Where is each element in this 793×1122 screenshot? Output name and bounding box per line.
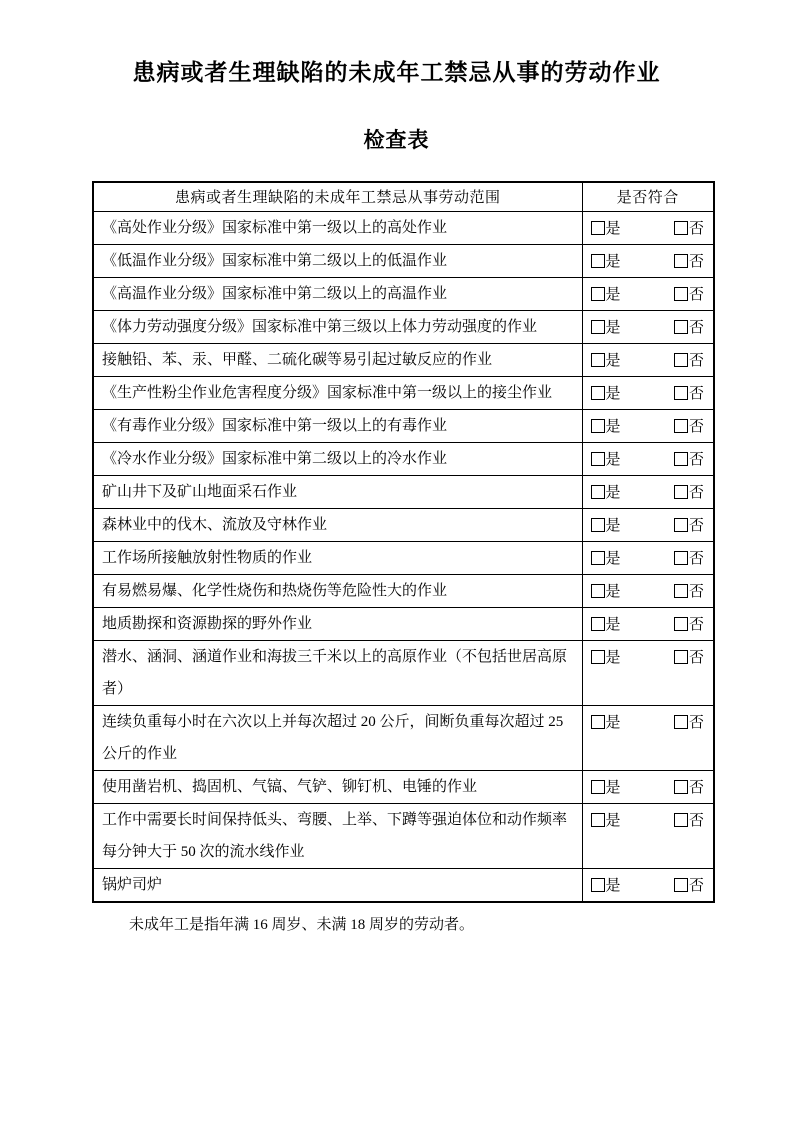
no-label: 否 (688, 254, 704, 270)
no-label: 否 (688, 353, 704, 369)
table-row (93, 310, 714, 343)
checkbox-yes[interactable] (591, 878, 605, 892)
yes-label: 是 (605, 254, 621, 270)
no-label: 否 (688, 452, 704, 468)
compliance-cell (582, 574, 714, 607)
checkbox-yes[interactable] (591, 780, 605, 794)
no-label: 否 (688, 715, 704, 731)
compliance-cell (582, 868, 714, 902)
no-option[interactable] (674, 448, 704, 469)
compliance-cell (582, 277, 714, 310)
no-label: 否 (688, 485, 704, 501)
no-option[interactable] (674, 250, 704, 271)
no-option[interactable] (674, 613, 704, 634)
checkbox-yes[interactable] (591, 813, 605, 827)
no-label: 否 (688, 617, 704, 633)
checkbox-yes[interactable] (591, 518, 605, 532)
checkbox-no[interactable] (674, 353, 688, 367)
no-option[interactable] (674, 316, 704, 337)
no-option[interactable] (674, 514, 704, 535)
checkbox-yes[interactable] (591, 221, 605, 235)
table-row (93, 442, 714, 475)
checkbox-no[interactable] (674, 320, 688, 334)
yes-option[interactable] (591, 217, 621, 238)
compliance-cell (582, 343, 714, 376)
scope-text: 锅炉司炉 (93, 868, 582, 902)
table-row (93, 277, 714, 310)
compliance-cell (582, 475, 714, 508)
table-row (93, 705, 714, 770)
yes-option[interactable] (591, 349, 621, 370)
scope-text: 《低温作业分级》国家标准中第二级以上的低温作业 (93, 244, 582, 277)
no-option[interactable] (674, 580, 704, 601)
checkbox-yes[interactable] (591, 715, 605, 729)
compliance-cell (582, 409, 714, 442)
checkbox-yes[interactable] (591, 254, 605, 268)
scope-text: 地质勘探和资源勘探的野外作业 (93, 607, 582, 640)
scope-text: 《体力劳动强度分级》国家标准中第三级以上体力劳动强度的作业 (93, 310, 582, 343)
table-row (93, 211, 714, 244)
checkbox-yes[interactable] (591, 353, 605, 367)
scope-text: 潜水、涵洞、涵道作业和海拔三千米以上的高原作业（不包括世居高原者） (93, 640, 582, 705)
scope-text: 《高处作业分级》国家标准中第一级以上的高处作业 (93, 211, 582, 244)
compliance-cell (582, 244, 714, 277)
yes-label: 是 (605, 650, 621, 666)
checkbox-no[interactable] (674, 650, 688, 664)
checkbox-yes[interactable] (591, 617, 605, 631)
table-row (93, 770, 714, 803)
no-label: 否 (688, 813, 704, 829)
table-row (93, 574, 714, 607)
table-row (93, 244, 714, 277)
checkbox-no[interactable] (674, 617, 688, 631)
document-subtitle: 检查表 (363, 128, 430, 152)
yes-option[interactable] (591, 283, 621, 304)
column-header-compliance: 是否符合 (582, 182, 714, 211)
scope-text: 矿山井下及矿山地面采石作业 (93, 475, 582, 508)
yes-label: 是 (605, 878, 621, 894)
yes-label: 是 (605, 221, 621, 237)
yes-label: 是 (605, 551, 621, 567)
yes-label: 是 (605, 584, 621, 600)
no-option[interactable] (674, 874, 704, 895)
table-row (93, 868, 714, 902)
yes-option[interactable] (591, 448, 621, 469)
yes-label: 是 (605, 386, 621, 402)
yes-label: 是 (605, 617, 621, 633)
document-title: 患病或者生理缺陷的未成年工禁忌从事的劳动作业 (132, 60, 661, 85)
checkbox-yes[interactable] (591, 485, 605, 499)
yes-option[interactable] (591, 613, 621, 634)
no-option[interactable] (674, 711, 704, 732)
scope-text: 接触铅、苯、汞、甲醛、二硫化碳等易引起过敏反应的作业 (93, 343, 582, 376)
scope-text: 工作中需要长时间保持低头、弯腰、上举、下蹲等强迫体位和动作频率每分钟大于 50 次的流水线作业 (93, 803, 582, 868)
checkbox-no[interactable] (674, 551, 688, 565)
checkbox-no[interactable] (674, 287, 688, 301)
checkbox-no[interactable] (674, 419, 688, 433)
checkbox-yes[interactable] (591, 650, 605, 664)
table-row (93, 640, 714, 705)
checkbox-no[interactable] (674, 813, 688, 827)
scope-text: 使用凿岩机、捣固机、气镐、气铲、铆钉机、电锤的作业 (93, 770, 582, 803)
no-label: 否 (688, 584, 704, 600)
checkbox-yes[interactable] (591, 584, 605, 598)
column-header-scope: 患病或者生理缺陷的未成年工禁忌从事劳动范围 (93, 182, 582, 211)
table-row (93, 343, 714, 376)
checkbox-no[interactable] (674, 878, 688, 892)
scope-text: 连续负重每小时在六次以上并每次超过 20 公斤，间断负重每次超过 25 公斤的作业 (93, 705, 582, 770)
yes-option[interactable] (591, 415, 621, 436)
table-row (93, 376, 714, 409)
no-label: 否 (688, 551, 704, 567)
scope-text: 《有毒作业分级》国家标准中第一级以上的有毒作业 (93, 409, 582, 442)
no-option[interactable] (674, 646, 704, 667)
yes-option[interactable] (591, 316, 621, 337)
checkbox-yes[interactable] (591, 551, 605, 565)
yes-option[interactable] (591, 580, 621, 601)
yes-label: 是 (605, 518, 621, 534)
scope-text: 森林业中的伐木、流放及守林作业 (93, 508, 582, 541)
scope-text: 《冷水作业分级》国家标准中第二级以上的冷水作业 (93, 442, 582, 475)
yes-option[interactable] (591, 382, 621, 403)
checkbox-no[interactable] (674, 715, 688, 729)
no-label: 否 (688, 221, 704, 237)
no-label: 否 (688, 650, 704, 666)
scope-text: 工作场所接触放射性物质的作业 (93, 541, 582, 574)
compliance-cell (582, 705, 714, 770)
compliance-cell (582, 376, 714, 409)
table-header-row (93, 182, 714, 211)
checkbox-no[interactable] (674, 584, 688, 598)
checkbox-no[interactable] (674, 518, 688, 532)
scope-text: 有易燃易爆、化学性烧伤和热烧伤等危险性大的作业 (93, 574, 582, 607)
no-option[interactable] (674, 349, 704, 370)
yes-label: 是 (605, 320, 621, 336)
table-row (93, 508, 714, 541)
yes-label: 是 (605, 353, 621, 369)
yes-option[interactable] (591, 809, 621, 830)
checklist-table (92, 181, 715, 903)
checkbox-no[interactable] (674, 452, 688, 466)
no-label: 否 (688, 386, 704, 402)
no-option[interactable] (674, 776, 704, 797)
checkbox-yes[interactable] (591, 320, 605, 334)
compliance-cell (582, 803, 714, 868)
scope-text: 《生产性粉尘作业危害程度分级》国家标准中第一级以上的接尘作业 (93, 376, 582, 409)
compliance-cell (582, 541, 714, 574)
compliance-cell (582, 640, 714, 705)
no-option[interactable] (674, 217, 704, 238)
checkbox-yes[interactable] (591, 386, 605, 400)
yes-option[interactable] (591, 776, 621, 797)
table-row (93, 607, 714, 640)
compliance-cell (582, 442, 714, 475)
compliance-cell (582, 310, 714, 343)
no-label: 否 (688, 320, 704, 336)
checkbox-yes[interactable] (591, 419, 605, 433)
no-label: 否 (688, 518, 704, 534)
checkbox-yes[interactable] (591, 452, 605, 466)
no-option[interactable] (674, 809, 704, 830)
footnote: 未成年工是指年满 16 周岁、未满 18 周岁的劳动者。 (129, 916, 475, 933)
no-option[interactable] (674, 415, 704, 436)
table-row (93, 475, 714, 508)
checkbox-yes[interactable] (591, 287, 605, 301)
checkbox-no[interactable] (674, 221, 688, 235)
no-option[interactable] (674, 547, 704, 568)
yes-option[interactable] (591, 481, 621, 502)
table-row (93, 541, 714, 574)
no-option[interactable] (674, 382, 704, 403)
yes-option[interactable] (591, 874, 621, 895)
compliance-cell (582, 607, 714, 640)
no-label: 否 (688, 419, 704, 435)
yes-label: 是 (605, 419, 621, 435)
compliance-cell (582, 211, 714, 244)
yes-label: 是 (605, 452, 621, 468)
no-option[interactable] (674, 481, 704, 502)
yes-label: 是 (605, 485, 621, 501)
checkbox-no[interactable] (674, 780, 688, 794)
table-row (93, 803, 714, 868)
no-label: 否 (688, 878, 704, 894)
no-label: 否 (688, 780, 704, 796)
yes-option[interactable] (591, 547, 621, 568)
yes-label: 是 (605, 287, 621, 303)
yes-option[interactable] (591, 514, 621, 535)
checkbox-no[interactable] (674, 485, 688, 499)
checkbox-no[interactable] (674, 386, 688, 400)
no-option[interactable] (674, 283, 704, 304)
yes-option[interactable] (591, 711, 621, 732)
compliance-cell (582, 770, 714, 803)
scope-text: 《高温作业分级》国家标准中第二级以上的高温作业 (93, 277, 582, 310)
compliance-cell (582, 508, 714, 541)
no-label: 否 (688, 287, 704, 303)
yes-label: 是 (605, 715, 621, 731)
yes-label: 是 (605, 780, 621, 796)
table-row (93, 409, 714, 442)
yes-option[interactable] (591, 646, 621, 667)
yes-label: 是 (605, 813, 621, 829)
yes-option[interactable] (591, 250, 621, 271)
checkbox-no[interactable] (674, 254, 688, 268)
